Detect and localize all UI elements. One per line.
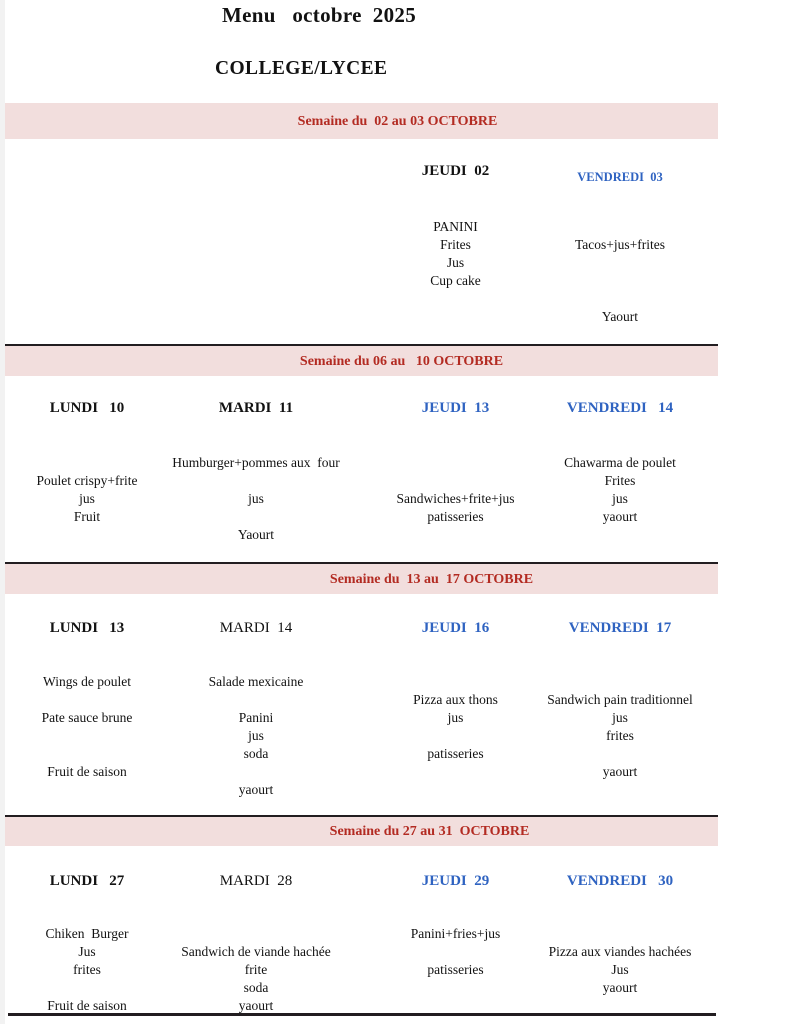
day-header: VENDREDI 17 (568, 620, 672, 636)
menu-item: Fruit (73, 509, 101, 524)
menu-item: yaourt (238, 782, 274, 797)
menu-item: Tacos+jus+frites (574, 237, 665, 252)
empty-line (160, 472, 352, 490)
menu-item: Panini (238, 710, 274, 725)
menu-item: Pizza aux thons (413, 692, 498, 707)
empty-line (160, 218, 352, 236)
empty-line (368, 979, 543, 997)
empty-line (368, 673, 543, 691)
empty-line (8, 526, 166, 544)
day-header: LUNDI 10 (49, 400, 125, 416)
empty-line (532, 673, 708, 691)
menu-cell (532, 673, 708, 799)
day-header: JEUDI 13 (421, 400, 490, 416)
day-header: MARDI 28 (219, 873, 293, 889)
menu-item: frite (244, 962, 268, 977)
menu-item: Wings de poulet (43, 674, 131, 689)
menu-cell (532, 454, 708, 544)
menu-item: Chiken Burger (45, 926, 129, 941)
bottom-rule (8, 1013, 716, 1016)
week-band-label: Semaine du 27 au 31 OCTOBRE (329, 824, 530, 839)
menu-item: Salade mexicaine (208, 674, 304, 689)
empty-line (368, 781, 543, 799)
empty-line (8, 218, 166, 236)
empty-line (532, 781, 708, 799)
menu-item: yaourt (238, 998, 274, 1013)
menu-item: jus (612, 710, 628, 725)
empty-line (368, 290, 543, 308)
empty-line (8, 290, 166, 308)
day-header: LUNDI 27 (49, 873, 125, 889)
day-header: JEUDI 29 (421, 873, 490, 889)
week-band-label: Semaine du 13 au 17 OCTOBRE (329, 572, 534, 587)
menu-item: Humburger+pommes aux four (172, 455, 340, 470)
menu-item: Fruit de saison (47, 998, 127, 1013)
empty-line (532, 272, 708, 290)
empty-line (8, 979, 166, 997)
menu-item: Frites (440, 237, 471, 252)
menu-item: Jus (78, 944, 96, 959)
empty-line (8, 691, 166, 709)
empty-line (160, 236, 352, 254)
empty-line (8, 454, 166, 472)
empty-line (532, 254, 708, 272)
day-header: LUNDI 13 (49, 620, 125, 636)
menu-cell (368, 218, 543, 326)
menu-cell (8, 673, 166, 799)
empty-line (8, 745, 166, 763)
day-header: JEUDI 02 (421, 163, 490, 179)
empty-line (160, 691, 352, 709)
empty-line (160, 925, 352, 943)
menu-item: Chawarma de poulet (564, 455, 676, 470)
menu-item: PANINI (433, 219, 478, 234)
week-band-label: Semaine du 02 au 03 OCTOBRE (297, 114, 498, 129)
week-band (5, 103, 718, 139)
empty-line (532, 526, 708, 544)
menu-item: jus (248, 491, 264, 506)
empty-line (532, 290, 708, 308)
menu-item: Frites (604, 473, 636, 488)
day-header: MARDI 14 (219, 620, 293, 636)
empty-line (8, 236, 166, 254)
empty-line (532, 745, 708, 763)
menu-item: Fruit de saison (47, 764, 127, 779)
empty-line (368, 454, 543, 472)
menu-item: soda (243, 980, 269, 995)
page-subtitle: COLLEGE/LYCEE (215, 58, 388, 79)
menu-item: soda (243, 746, 269, 761)
menu-item: frites (606, 728, 634, 743)
menu-item: jus (248, 728, 264, 743)
menu-item: Poulet crispy+frite (36, 473, 138, 488)
empty-line (368, 943, 543, 961)
menu-item: Pizza aux viandes hachées (548, 944, 692, 959)
empty-line (160, 308, 352, 326)
menu-cell (8, 454, 166, 544)
menu-item: Panini+fries+jus (410, 926, 501, 941)
menu-item: Yaourt (237, 527, 275, 542)
menu-cell (160, 673, 352, 799)
menu-item: yaourt (602, 509, 638, 524)
menu-item: patisseries (427, 509, 484, 524)
empty-line (160, 508, 352, 526)
menu-item: patisseries (427, 962, 484, 977)
week-band-label: Semaine du 06 au 10 OCTOBRE (299, 354, 504, 369)
empty-line (368, 526, 543, 544)
menu-item: Yaourt (601, 309, 639, 324)
menu-item: jus (447, 710, 464, 725)
menu-cell (160, 925, 352, 1015)
day-header: VENDREDI 14 (566, 400, 674, 416)
menu-cell (8, 218, 166, 326)
menu-item: jus (612, 491, 628, 506)
menu-cell (368, 673, 543, 799)
week-band (5, 815, 718, 846)
empty-line (8, 254, 166, 272)
week-band (5, 562, 718, 594)
page-left-edge (0, 0, 5, 1024)
empty-line (160, 290, 352, 308)
menu-cell (368, 925, 543, 1015)
empty-line (8, 781, 166, 799)
week-band (5, 344, 718, 376)
day-header: VENDREDI 30 (566, 873, 674, 889)
empty-line (368, 308, 543, 326)
day-header: VENDREDI 03 (577, 170, 663, 184)
empty-line (368, 472, 543, 490)
empty-line (368, 763, 543, 781)
menu-item: yaourt (602, 980, 638, 995)
menu-cell (160, 454, 352, 544)
empty-line (160, 763, 352, 781)
empty-line (8, 727, 166, 745)
page-title: Menu octobre 2025 (222, 3, 417, 27)
empty-line (160, 272, 352, 290)
menu-item: Sandwiches+frite+jus (396, 491, 515, 506)
day-header: JEUDI 16 (421, 620, 490, 636)
menu-cell (160, 218, 352, 326)
empty-line (8, 272, 166, 290)
day-header: MARDI 11 (218, 400, 294, 416)
empty-line (368, 727, 543, 745)
menu-cell (368, 454, 543, 544)
menu-item: Sandwich de viande hachée (181, 944, 331, 959)
empty-line (160, 254, 352, 272)
menu-item: Pate sauce brune (41, 710, 133, 725)
menu-cell (532, 925, 708, 1015)
menu-cell (532, 218, 708, 326)
menu-item: Cup cake (430, 273, 481, 288)
menu-item: Sandwich pain traditionnel (547, 692, 693, 707)
empty-line (532, 218, 708, 236)
menu-item: yaourt (602, 764, 638, 779)
menu-item: patisseries (427, 746, 484, 761)
empty-line (532, 925, 708, 943)
menu-item: frites (73, 962, 101, 977)
menu-item: Jus (446, 255, 465, 270)
menu-cell (8, 925, 166, 1015)
menu-item: jus (79, 491, 95, 506)
empty-line (8, 308, 166, 326)
menu-item: Jus (611, 962, 629, 977)
